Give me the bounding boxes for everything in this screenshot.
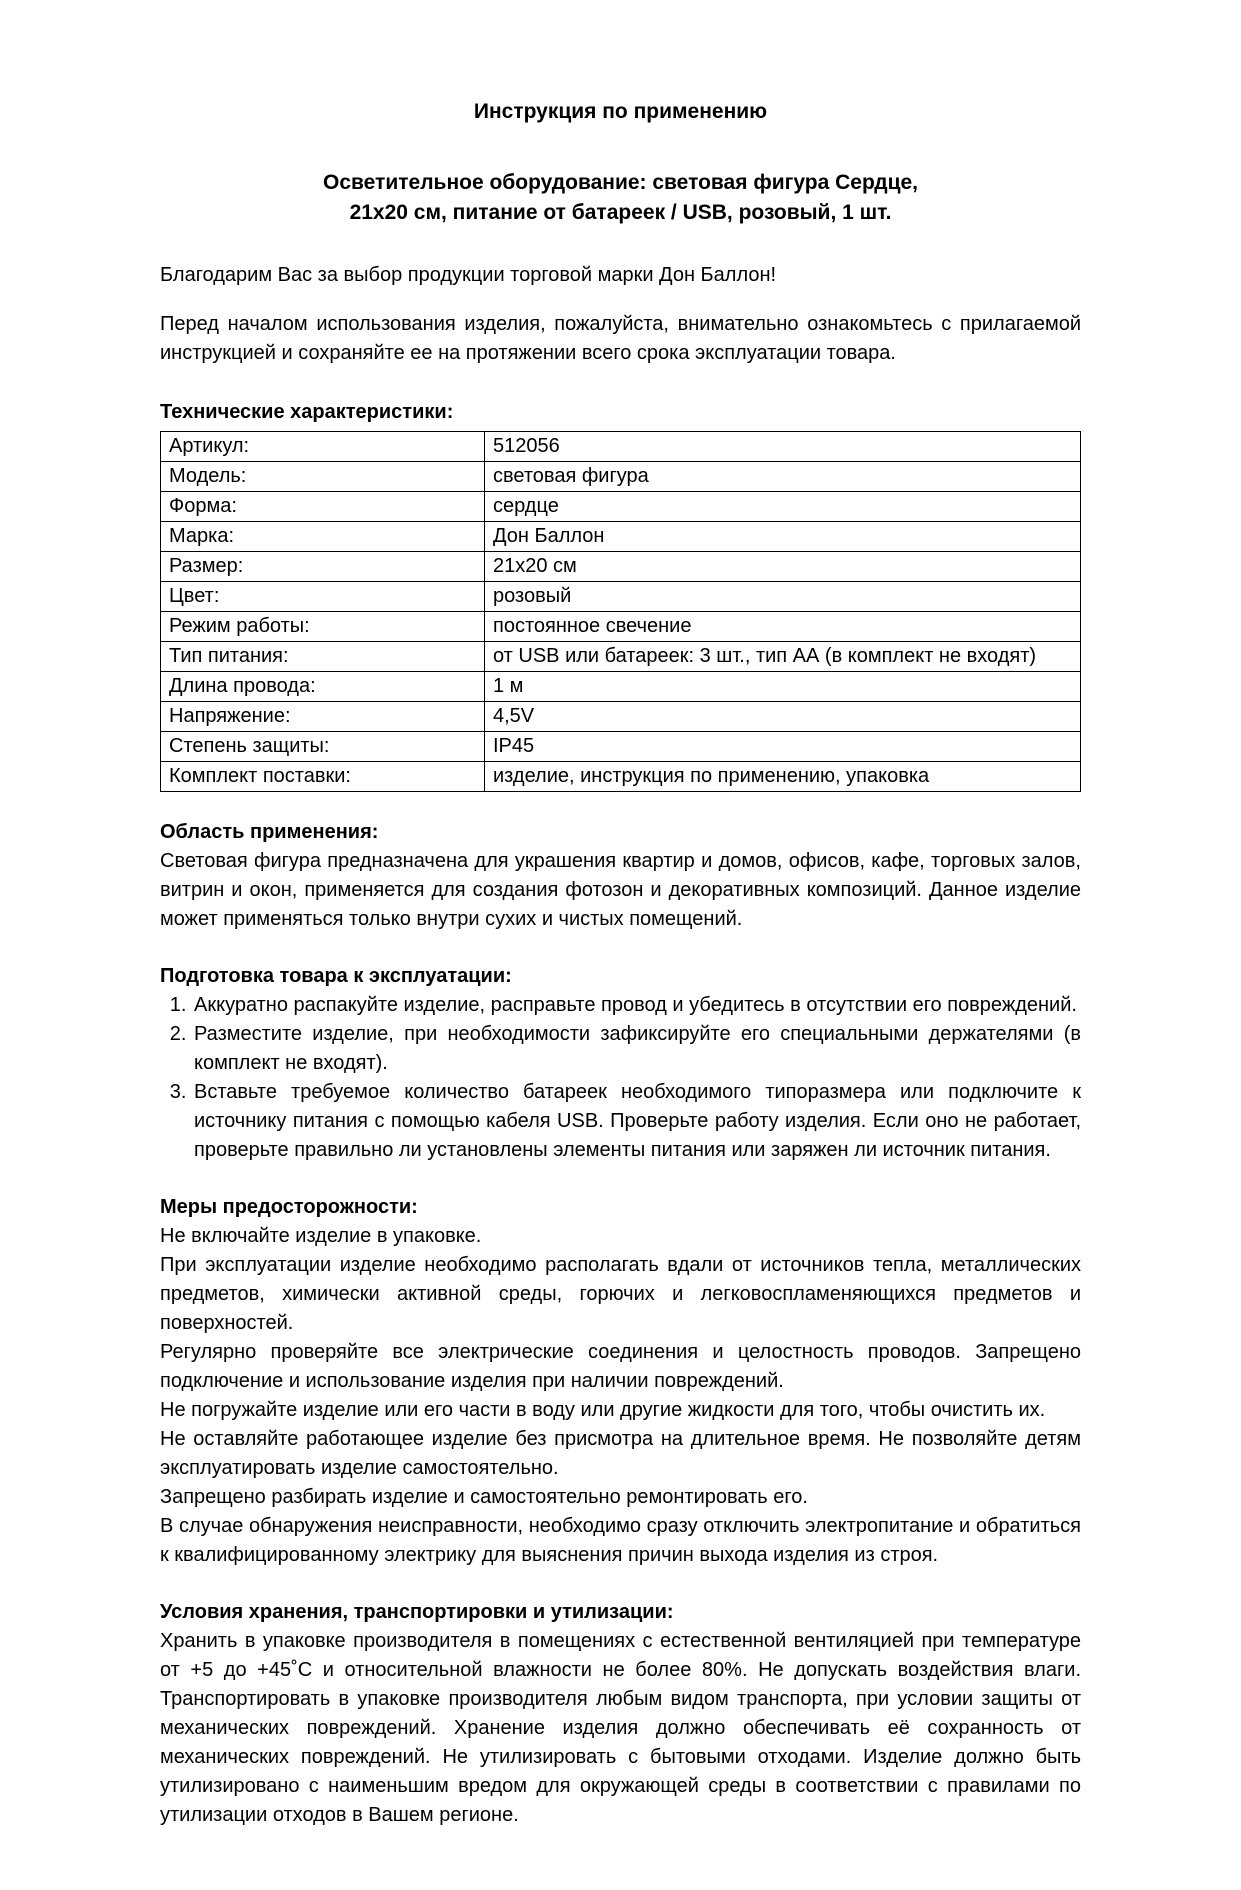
spec-value: изделие, инструкция по применению, упаковка <box>485 761 1081 791</box>
spec-value: постоянное свечение <box>485 611 1081 641</box>
spacer <box>160 792 1081 818</box>
spec-label: Цвет: <box>161 581 485 611</box>
preparation-list <box>160 991 1081 1165</box>
storage-heading: Условия хранения, транспортировки и утилизации: <box>160 1600 674 1623</box>
spec-value: розовый <box>485 581 1081 611</box>
spec-value: от USB или батареек: 3 шт., тип АА (в комплект не входят) <box>485 641 1081 671</box>
precautions-paragraph: Не оставляйте работающее изделие без присмотра на длительное время. Не позволяйте детям эксплуатировать изделие самостоятельно. <box>160 1427 1081 1479</box>
document-title: Инструкция по применению <box>473 100 768 123</box>
spec-value: 1 м <box>485 671 1081 701</box>
spec-label: Артикул: <box>161 431 485 461</box>
preparation-item: 2. Разместите изделие, при необходимости зафиксируйте его специальными держателями (в комплект не входят). <box>192 1020 1081 1078</box>
subtitle-line-2: 21х20 см, питание от батареек / USB, розовый, 1 шт. <box>349 201 892 225</box>
spec-value: 512056 <box>485 431 1081 461</box>
spec-row <box>161 491 1081 521</box>
spec-value: IP45 <box>485 731 1081 761</box>
greeting-paragraph: Благодарим Вас за выбор продукции торговой марки Дон Баллон! <box>160 263 777 286</box>
spec-label: Модель: <box>161 461 485 491</box>
document-subtitle <box>160 168 1081 229</box>
specs-heading: Технические характеристики: <box>160 400 454 423</box>
application-heading: Область применения: <box>160 820 379 843</box>
precautions-paragraph: Не включайте изделие в упаковке. <box>160 1224 482 1247</box>
spec-row <box>161 761 1081 791</box>
spec-row <box>161 581 1081 611</box>
spec-row <box>161 671 1081 701</box>
spec-label: Форма: <box>161 491 485 521</box>
precautions-paragraph: В случае обнаружения неисправности, необходимо сразу отключить электропитание и обратиться к квалифицированному электрику для выяснения причин выхода изделия из строя. <box>160 1514 1081 1566</box>
spec-label: Режим работы: <box>161 611 485 641</box>
spec-value: Дон Баллон <box>485 521 1081 551</box>
precautions-paragraph: Не погружайте изделие или его части в воду или другие жидкости для того, чтобы очистить их. <box>160 1398 1046 1421</box>
spec-row <box>161 731 1081 761</box>
spec-label: Длина провода: <box>161 671 485 701</box>
precautions-paragraph: Регулярно проверяйте все электрические соединения и целостность проводов. Запрещено подключение и использование изделия при наличии повреждений. <box>160 1340 1081 1392</box>
spec-value: сердце <box>485 491 1081 521</box>
preparation-item: 1. Аккуратно распакуйте изделие, расправьте провод и убедитесь в отсутствии его повреждений. <box>192 991 1081 1020</box>
storage-paragraph: Хранить в упаковке производителя в помещениях с естественной вентиляцией при температуре от +5 до +45˚С и относительной влажности не более 80%. Не допускать воздействия влаги. Транспортировать в упаковке производителя любым видом транспорта, при условии защиты от механических повреждений. Хранение изделия должно обеспечивать её сохранность от механических повреждений. Не утилизировать с бытовыми отходами. Изделие должно быть утилизировано с наименьшим вредом для окружающей среды в соответствии с правилами по утилизации отходов в Вашем регионе. <box>160 1629 1081 1826</box>
intro-paragraph: Перед началом использования изделия, пожалуйста, внимательно ознакомьтесь с прилагаемой инструкцией и сохраняйте ее на протяжении всего срока эксплуатации товара. <box>160 312 1081 364</box>
preparation-heading: Подготовка товара к эксплуатации: <box>160 964 512 987</box>
spec-label: Марка: <box>161 521 485 551</box>
spec-value: 4,5V <box>485 701 1081 731</box>
spec-row <box>161 461 1081 491</box>
spec-row <box>161 431 1081 461</box>
spec-label: Тип питания: <box>161 641 485 671</box>
precautions-heading: Меры предосторожности: <box>160 1195 418 1218</box>
spec-value: световая фигура <box>485 461 1081 491</box>
preparation-item: 3. Вставьте требуемое количество батареек необходимого типоразмера или подключите к источнику питания с помощью кабеля USB. Проверьте работу изделия. Если оно не работает, проверьте правильно ли установлены элементы питания или заряжен ли источник питания. <box>192 1078 1081 1165</box>
precautions-paragraph: При эксплуатации изделие необходимо располагать вдали от источников тепла, металлических предметов, химически активной среды, горючих и легковоспламеняющихся предметов и поверхностей. <box>160 1253 1081 1334</box>
spec-row <box>161 551 1081 581</box>
spec-row <box>161 611 1081 641</box>
application-paragraph: Световая фигура предназначена для украшения квартир и домов, офисов, кафе, торговых залов, витрин и окон, применяется для создания фотозон и декоративных композиций. Данное изделие может применяться только внутри сухих и чистых помещений. <box>160 849 1081 930</box>
precautions-paragraph: Запрещено разбирать изделие и самостоятельно ремонтировать его. <box>160 1485 808 1508</box>
specs-table <box>160 431 1081 792</box>
spec-row <box>161 521 1081 551</box>
subtitle-line-1: Осветительное оборудование: световая фигура Сердце, <box>322 171 918 194</box>
spec-row <box>161 701 1081 731</box>
spec-label: Размер: <box>161 551 485 581</box>
spec-label: Комплект поставки: <box>161 761 485 791</box>
spec-label: Степень защиты: <box>161 731 485 761</box>
spec-value: 21х20 см <box>485 551 1081 581</box>
spec-row <box>161 641 1081 671</box>
spec-label: Напряжение: <box>161 701 485 731</box>
